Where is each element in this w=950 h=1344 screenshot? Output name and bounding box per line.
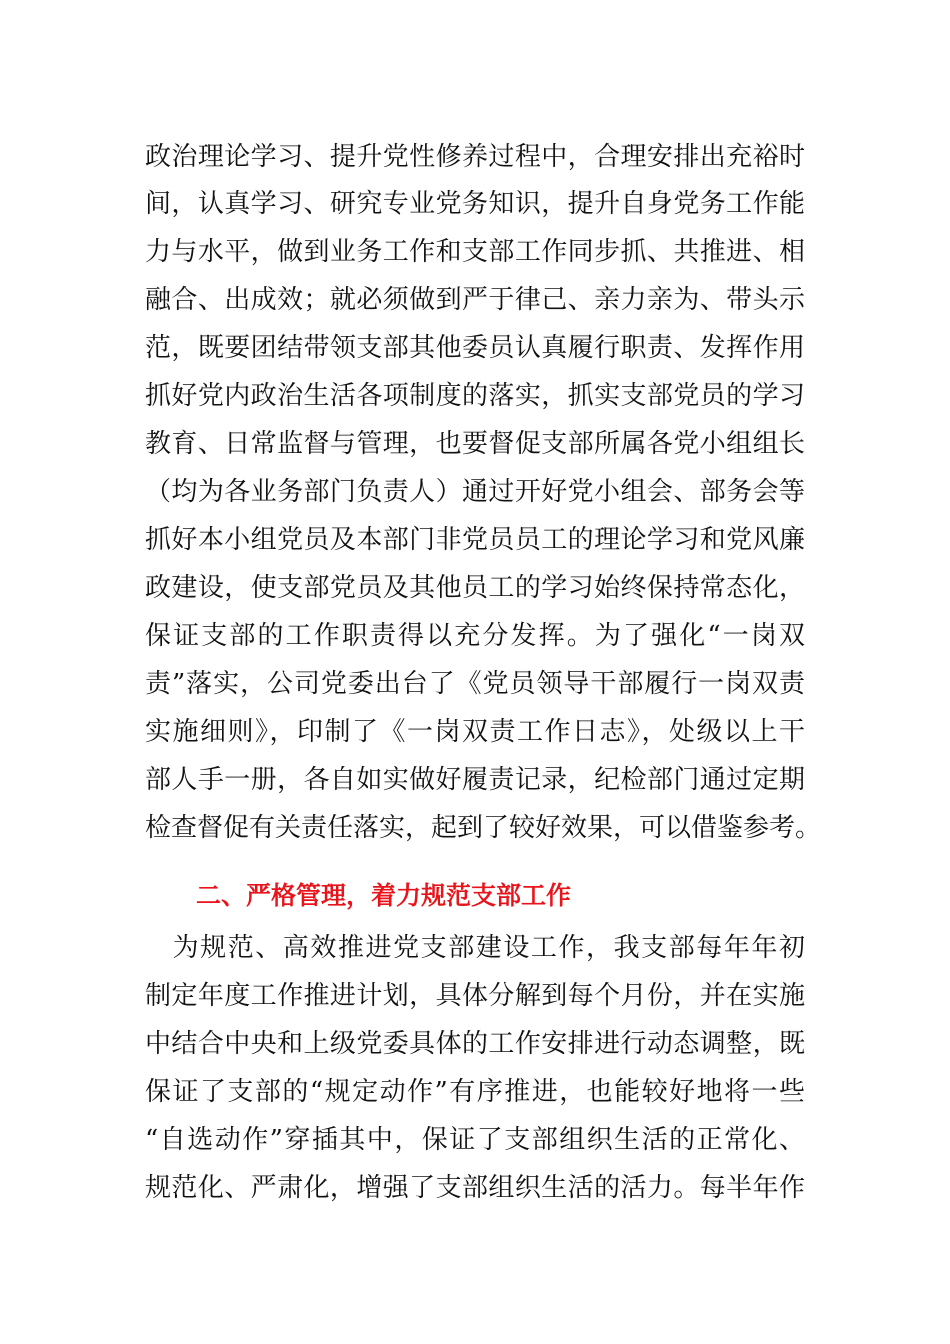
body-text-line: 中结合中央和上级党委具体的工作安排进行动态调整，既 <box>145 1029 805 1059</box>
body-text-line: 检查督促有关责任落实，起到了较好效果，可以借鉴参考。 <box>145 813 822 843</box>
body-text-line: 间，认真学习、研究专业党务知识，提升自身党务工作能 <box>145 189 805 219</box>
body-text-line: 教育、日常监督与管理，也要督促支部所属各党小组组长 <box>145 429 805 459</box>
body-text-line: 范，既要团结带领支部其他委员认真履行职责、发挥作用 <box>145 333 805 363</box>
body-text-line: 制定年度工作推进计划，具体分解到每个月份，并在实施 <box>145 981 805 1011</box>
body-text-line: 政建设，使支部党员及其他员工的学习始终保持常态化， <box>145 573 805 603</box>
body-text-line: 为规范、高效推进党支部建设工作，我支部每年年初 <box>145 933 805 963</box>
body-text-line: 责”落实，公司党委出台了《党员领导干部履行一岗双责 <box>145 669 805 699</box>
body-text-line: 抓好党内政治生活各项制度的落实，抓实支部党员的学习 <box>145 381 805 411</box>
body-text-line: 部人手一册，各自如实做好履责记录，纪检部门通过定期 <box>145 765 805 795</box>
body-text-line: “自选动作”穿插其中，保证了支部组织生活的正常化、 <box>145 1125 805 1155</box>
body-text-line: 融合、出成效；就必须做到严于律己、亲力亲为、带头示 <box>145 285 805 315</box>
body-text-line: 力与水平，做到业务工作和支部工作同步抓、共推进、相 <box>145 237 805 267</box>
body-text-line: 保证了支部的“规定动作”有序推进，也能较好地将一些 <box>145 1077 805 1107</box>
section-heading: 二、严格管理，着力规范支部工作 <box>196 881 572 910</box>
body-text-line: 实施细则》，印制了《一岗双责工作日志》，处级以上干 <box>145 717 805 747</box>
body-text-line: 政治理论学习、提升党性修养过程中，合理安排出充裕时 <box>145 142 805 172</box>
body-text-line: 抓好本小组党员及本部门非党员员工的理论学习和党风廉 <box>145 525 805 555</box>
body-text-line: 规范化、严肃化，增强了支部组织生活的活力。每半年作 <box>145 1173 805 1203</box>
body-text-line: （均为各业务部门负责人）通过开好党小组会、部务会等 <box>145 477 805 507</box>
body-text-line: 保证支部的工作职责得以充分发挥。为了强化“一岗双 <box>145 621 805 651</box>
